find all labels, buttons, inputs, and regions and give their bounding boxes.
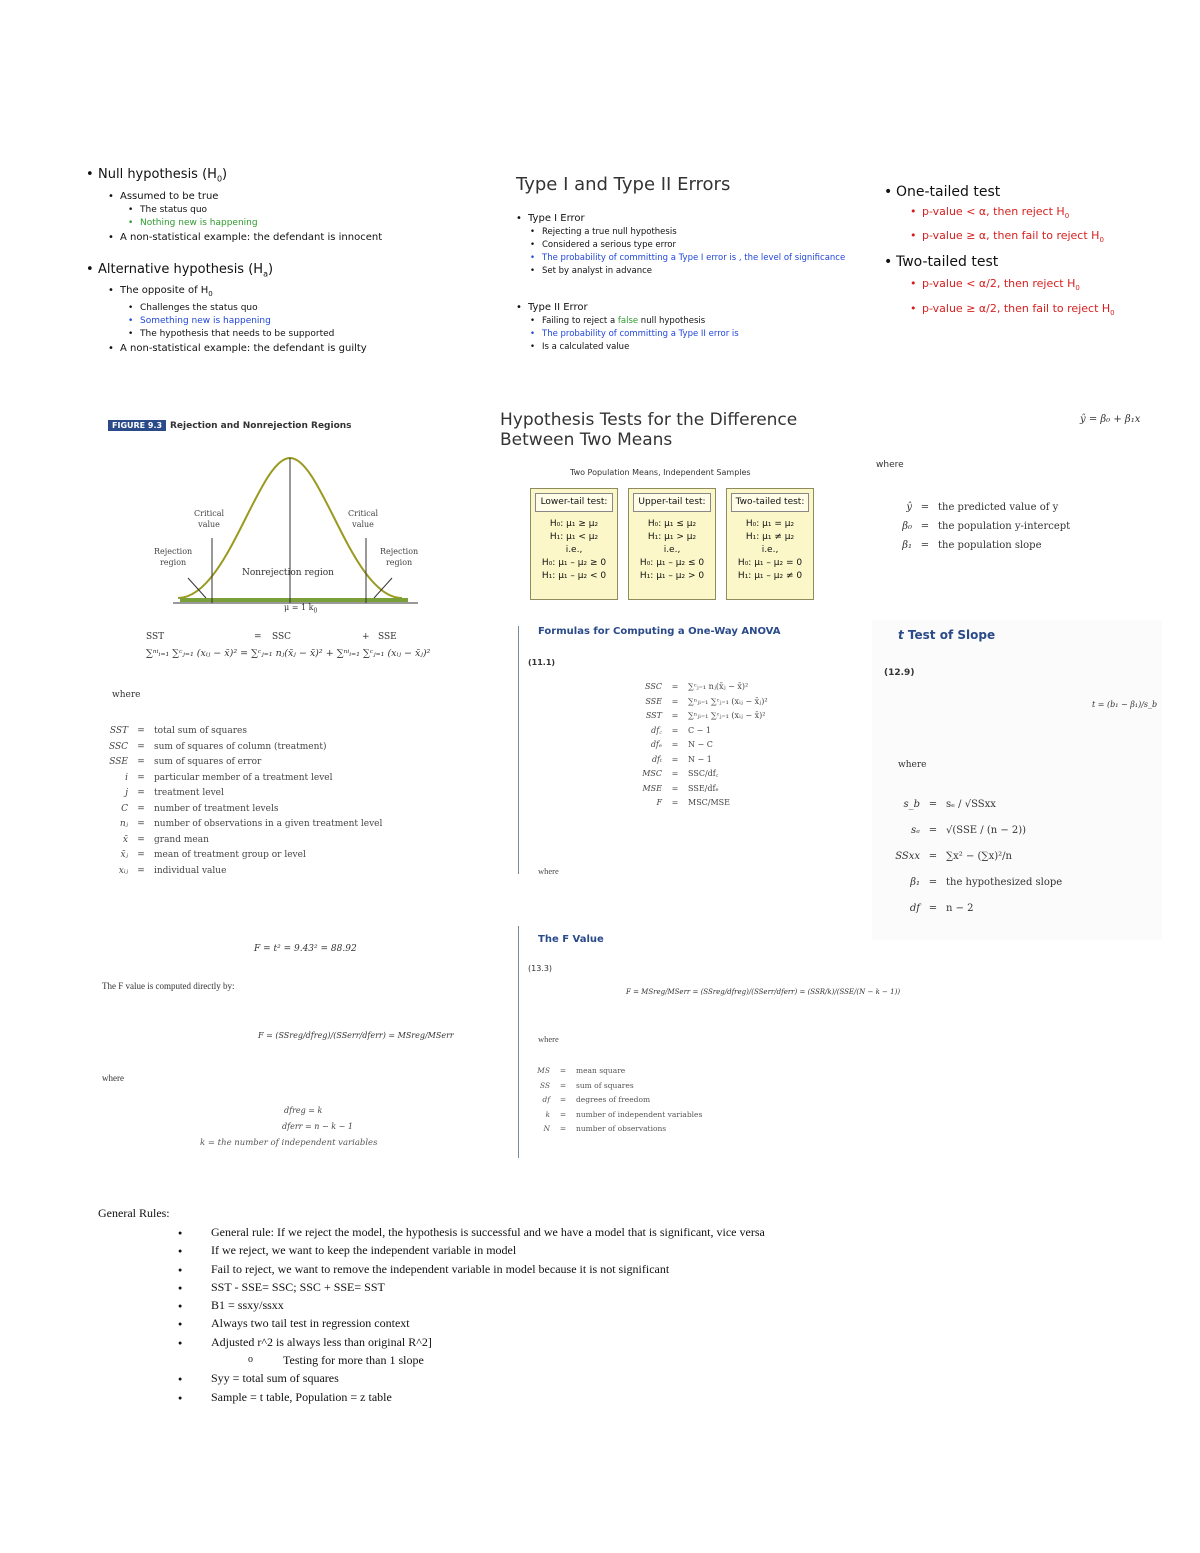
one-tailed-rule: p-value < α, then reject $H_0$ (922, 205, 1070, 221)
anova-definition-equals: = (137, 850, 145, 860)
type1-item: Set by analyst in advance (542, 266, 653, 276)
f-value-title: The F Value (538, 934, 604, 945)
anova-definition-equals: = (137, 741, 145, 752)
anova-formula-row (618, 782, 848, 797)
slope-formula-row-equals: = (928, 877, 938, 888)
alt-item: Something new is happening (140, 316, 271, 327)
f-definition-symbol: SS (539, 1080, 550, 1090)
box-line: H₁: μ₁ – μ₂ > 0 (639, 571, 705, 581)
anova-definition-text: grand mean (154, 834, 209, 845)
box-line: H₀: μ₁ – μ₂ ≤ 0 (639, 558, 705, 568)
general-rule-item: ● Adjusted r^2 is always less than original R^2] (98, 1333, 1098, 1351)
anova-section-rule (518, 626, 519, 874)
f-section-rule (518, 926, 519, 1158)
box-header: Lower-tail test: (535, 493, 613, 512)
anova-mid-rows (618, 680, 848, 811)
anova-formula-row-text: N − 1 (688, 754, 712, 764)
anova-formula-row-equals: = (671, 783, 679, 793)
two-tailed-rule: p-value ≥ α/2, then fail to reject $H_0$ (922, 301, 1115, 317)
regression-where: where (876, 460, 904, 470)
alt-item: The hypothesis that needs to be supported (140, 329, 335, 340)
anova-formula-row-text: C − 1 (688, 725, 711, 735)
anova-definition (104, 771, 454, 787)
anova-definition-symbol: nⱼ (119, 819, 128, 829)
anova-formula-row-symbol: MSE (642, 783, 662, 793)
anova-formula-row-symbol: SSE (645, 696, 662, 706)
slope-t-formula: t = (b₁ − β₁)/s_b (1092, 700, 1158, 709)
alt-item: Challenges the status quo (140, 303, 258, 314)
anova-formula-row-symbol: MSC (642, 769, 662, 778)
regression-definition-symbol: ŷ (906, 502, 912, 513)
box-line: H₁: μ₁ – μ₂ < 0 (541, 571, 607, 581)
hypothesis-box (628, 488, 716, 600)
slope-formula-row-text: √(SSE / (n − 2)) (946, 825, 1027, 836)
box-line: H₀: μ₁ = μ₂ (745, 519, 795, 529)
slope-formula-row-text: the hypothesized slope (946, 877, 1063, 888)
anova-definition-symbol: j (125, 788, 128, 798)
equals: = (254, 632, 262, 642)
box-line: H₀: μ₁ ≤ μ₂ (647, 519, 697, 529)
rejection-figure (108, 420, 438, 620)
regression-definition-equals: = (920, 540, 930, 551)
f-definition-symbol: df (542, 1095, 550, 1104)
anova-formula-row-symbol: F (656, 798, 662, 807)
box-header: Upper-tail test: (633, 493, 711, 512)
box-line: H₁: μ₁ > μ₂ (647, 532, 697, 542)
general-rule-item: ● Syy = total sum of squares (98, 1369, 1098, 1387)
anova-definition (104, 848, 454, 864)
opposite-of-h0: The opposite of $H_0$ (120, 285, 213, 299)
slope-formula-row (880, 870, 1126, 896)
slope-title: t Test of Slope (898, 628, 996, 642)
bell-curve-graphic (108, 438, 438, 620)
hypothesis-box (726, 488, 814, 600)
type1-item: Considered a serious type error (542, 240, 676, 250)
general-rule-item: ● General rule: If we reject the model, the hypothesis is successful and we have a model that is significant, vice versa (98, 1223, 1098, 1241)
anova-formula-row-symbol: SST (645, 711, 662, 720)
box-line: H₁: μ₁ ≠ μ₂ (745, 532, 795, 542)
slope-formula-row (880, 818, 1126, 844)
anova-definition-equals: = (137, 788, 145, 798)
ssc-label: SSC (272, 632, 292, 642)
hypothesis-box (530, 488, 618, 600)
anova-definition (104, 755, 454, 771)
f-definition-text: sum of squares (576, 1080, 634, 1090)
anova-formula-row-equals: = (671, 696, 679, 706)
plus: + (362, 632, 370, 642)
slope-formula-row-symbol: s_b (903, 799, 920, 810)
type1-heading: Type I Error (528, 213, 585, 224)
anova-definition-equals: = (137, 819, 145, 829)
anova-definition-equals: = (137, 726, 145, 736)
f-definition-symbol: MS (537, 1066, 550, 1075)
left-critical-label: Critical value (194, 509, 225, 529)
figure-caption: Rejection and Nonrejection Regions (170, 421, 352, 431)
f-definition-symbol: k (545, 1109, 550, 1119)
alternative-hypothesis-heading: Alternative hypothesis $(H_a)$ (98, 261, 274, 279)
regression-definition (880, 498, 1138, 517)
figure-tag: FIGURE 9.3 (108, 420, 166, 431)
where-label: where (112, 690, 141, 700)
f-definition-equals: = (559, 1095, 567, 1104)
null-example: A non-statistical example: the defendant is innocent (120, 231, 383, 243)
k-definition: k = the number of independent variables (200, 1138, 378, 1148)
alt-example: A non-statistical example: the defendant is guilty (120, 343, 367, 355)
slope-formula-row (880, 844, 1126, 870)
type1-item: The probability of committing a Type I error is , the level of significance (542, 253, 846, 263)
sse-label: SSE (378, 632, 397, 642)
anova-formula-row-symbol: SSC (645, 682, 662, 691)
anova-definition-text: sum of squares of error (154, 757, 262, 767)
slope-formula-row (880, 792, 1126, 818)
slope-formula-row-symbol: sₑ (910, 825, 920, 836)
anova-definition-symbol: x̄ (122, 834, 128, 845)
anova-formula-row (618, 680, 848, 695)
box-line: H₀: μ₁ – μ₂ ≥ 0 (541, 558, 607, 568)
general-rule-item: ● Always two tail test in regression context (98, 1314, 1098, 1332)
null-item: The status quo (140, 204, 208, 215)
slope-formula-row-equals: = (928, 903, 938, 914)
f-value-where: where (538, 1034, 559, 1044)
f-where: where (102, 1073, 124, 1083)
regression-definition-symbol: β₁ (902, 540, 912, 551)
regression-definition-text: the predicted value of y (938, 502, 1059, 513)
anova-definition (104, 833, 454, 849)
anova-definition-text: number of observations in a given treatment level (154, 819, 383, 829)
type2-heading: Type II Error (528, 302, 588, 313)
hypothesis-panel (98, 166, 478, 356)
box-line: i.e., (663, 545, 681, 555)
anova-definition-text: total sum of squares (154, 726, 247, 736)
anova-definition-equals: = (137, 757, 145, 767)
f-definition-text: number of independent variables (576, 1109, 703, 1119)
one-tailed-heading: One-tailed test (896, 184, 1001, 200)
errors-title: Type I and Type II Errors (516, 174, 731, 195)
right-critical-label: Critical value (348, 509, 379, 529)
sst-decomposition (146, 632, 496, 659)
anova-formula-row (618, 724, 848, 739)
f-definition-text: mean square (576, 1066, 626, 1075)
sst-formula: ∑ⁿⁱᵢ₌₁ ∑ᶜⱼ₌₁ (xᵢⱼ − x̄)² = ∑ᶜⱼ₌₁ nⱼ(x̄ⱼ − x̄)² + ∑ⁿⁱᵢ₌₁ ∑ᶜⱼ₌₁ (xᵢⱼ − x̄ⱼ)² (146, 648, 431, 659)
anova-definition-equals: = (137, 865, 145, 876)
two-means-subtitle: Two Population Means, Independent Samples (570, 468, 751, 477)
right-rejection-label: Rejection region (380, 547, 419, 567)
slope-number: (12.9) (884, 668, 915, 678)
anova-formula-row (618, 695, 848, 710)
f-ratio-formula: F = (SSreg/dfreg)/(SSerr/dferr) = MSreg/MSerr (258, 1031, 454, 1040)
regression-definition-symbol: β₀ (902, 521, 912, 532)
anova-formula-row (618, 767, 848, 782)
anova-definition (104, 740, 454, 756)
regression-defs (880, 498, 1138, 555)
anova-formula-row (618, 753, 848, 768)
sst-label: SST (146, 632, 165, 642)
f-definition (524, 1122, 776, 1137)
general-rule-item: ● Sample = t table, Population = z table (98, 1388, 1098, 1406)
anova-definition-symbol: x̄ⱼ (120, 850, 128, 860)
anova-definition (104, 864, 454, 880)
type1-item: Rejecting a true null hypothesis (542, 227, 677, 237)
anova-formula-row-symbol: df꜀ (651, 725, 662, 735)
general-rules-list (98, 1223, 1098, 1406)
anova-definition-equals: = (137, 803, 145, 814)
slope-where: where (898, 760, 927, 770)
f-equation: F = t² = 9.43² = 88.92 (254, 944, 357, 954)
f-definition-equals: = (559, 1066, 567, 1075)
anova-definition-text: treatment level (154, 788, 224, 798)
f-computed-text: The F value is computed directly by: (102, 981, 235, 991)
anova-definition-text: particular member of a treatment level (154, 772, 333, 783)
regression-definition-equals: = (920, 502, 930, 513)
df-err: dferr = n − k − 1 (282, 1122, 353, 1131)
anova-formula-row-text: N − C (688, 740, 713, 749)
regression-definition-text: the population y-intercept (938, 521, 1071, 532)
anova-formula-row-text: SSE/dfₑ (688, 783, 719, 793)
anova-formula-row-equals: = (671, 769, 679, 778)
anova-definition-symbol: i (125, 772, 128, 783)
f-value-defs (524, 1064, 776, 1137)
anova-formula-row-equals: = (671, 754, 679, 764)
two-tailed-heading: Two-tailed test (896, 254, 999, 271)
general-rule-item: ● B1 = ssxy/ssxx (98, 1296, 1098, 1314)
slope-formula-row-equals: = (928, 851, 938, 862)
f-value-formula: F = MSreg/MSerr = (SSreg/dfreg)/(SSerr/dferr) = (SSR/k)/(SSE/(N − k − 1)) (626, 988, 901, 996)
anova-formula-row (618, 709, 848, 724)
two-means-title: Hypothesis Tests for the Difference Between Two Means (500, 410, 798, 450)
general-rule-item: ● Fail to reject, we want to remove the independent variable in model because it is not significant (98, 1260, 1098, 1278)
anova-definition (104, 802, 454, 818)
anova-definition-symbol: xᵢⱼ (118, 865, 128, 876)
two-tailed-rule: p-value < α/2, then reject $H_0$ (922, 277, 1080, 293)
f-definition (524, 1108, 776, 1123)
anova-formula-row-equals: = (671, 711, 679, 720)
anova-definition-text: individual value (154, 865, 227, 876)
anova-formula-row-text: ∑ᶜⱼ₌₁ nⱼ(x̄ⱼ − x̄)² (688, 682, 749, 691)
anova-definition-symbol: SSE (109, 757, 128, 767)
slope-formula-row-symbol: β₁ (910, 877, 920, 888)
anova-formula-row (618, 738, 848, 753)
f-definition (524, 1079, 776, 1094)
anova-formula-row-equals: = (671, 798, 679, 807)
anova-formula-row-symbol: dfₑ (650, 740, 662, 749)
f-definition-text: number of observations (576, 1124, 667, 1133)
slope-formula-row-text: sₑ / √SSxx (946, 799, 996, 810)
slope-formula-row (880, 896, 1126, 922)
anova-definition (104, 786, 454, 802)
anova-formula-row-equals: = (671, 725, 679, 735)
f-definition-text: degrees of freedom (576, 1095, 651, 1104)
df-reg: dfreg = k (284, 1106, 323, 1115)
regression-definition-equals: = (920, 521, 930, 532)
anova-definition (104, 724, 454, 740)
errors-panel (516, 174, 876, 354)
type2-item: Failing to reject a false null hypothesis (542, 316, 706, 326)
general-rule-subitem: o Testing for more than 1 slope (98, 1351, 1098, 1369)
null-hypothesis-heading: Null hypothesis $(H_0)$ (98, 167, 228, 184)
anova-formula-row-equals: = (671, 740, 679, 749)
anova-definition-equals: = (137, 834, 145, 845)
f-definition-equals: = (559, 1124, 567, 1133)
nonrejection-label: Nonrejection region (242, 568, 334, 578)
type2-item: Is a calculated value (542, 342, 630, 352)
anova-definition-symbol: SST (109, 726, 128, 736)
regression-definition (880, 517, 1138, 536)
slope-formula-row-text: ∑x² − (∑x)²/n (946, 851, 1012, 862)
anova-formula-row-equals: = (671, 682, 679, 691)
f-definition-equals: = (559, 1109, 567, 1119)
assumed-true: Assumed to be true (120, 190, 219, 202)
null-item: Nothing new is happening (140, 217, 258, 228)
left-rejection-label: Rejection region (154, 547, 193, 567)
anova-definition-equals: = (137, 772, 145, 783)
box-line: H₁: μ₁ – μ₂ ≠ 0 (737, 571, 803, 581)
anova-formula-row-text: ∑ⁿⱼᵢ₌₁ ∑ᶜⱼ₌₁ (xᵢⱼ − x̄ⱼ)² (688, 696, 768, 706)
regression-definition (880, 536, 1138, 555)
type2-item: The probability of committing a Type II error is (542, 329, 739, 339)
slope-formula-row-equals: = (928, 825, 938, 836)
anova-definition-symbol: C (121, 803, 128, 814)
anova-formula-row (618, 796, 848, 811)
mu-label: μ = 1 $k_0$ (284, 603, 318, 615)
slope-formula-row-text: n − 2 (946, 903, 974, 914)
one-tailed-rule: p-value ≥ α, then fail to reject $H_0$ (922, 229, 1104, 245)
f-definition (524, 1093, 776, 1108)
f-definition-equals: = (559, 1080, 567, 1090)
f-definition-symbol: N (543, 1124, 550, 1133)
slope-rows (880, 792, 1126, 922)
anova-mid-number: (11.1) (528, 658, 556, 667)
anova-mid-title: Formulas for Computing a One-Way ANOVA (538, 626, 781, 637)
slope-formula-row-equals: = (928, 799, 938, 810)
anova-definition-text: number of treatment levels (154, 803, 279, 814)
anova-definition-text: sum of squares of column (treatment) (154, 741, 327, 752)
slope-formula-row-symbol: SSxx (895, 851, 920, 862)
box-header: Two-tailed test: (731, 493, 809, 512)
regression-definition-text: the population slope (938, 540, 1042, 551)
general-rules-heading: General Rules: (98, 1206, 170, 1220)
regression-equation: ŷ = β₀ + β₁x (1080, 414, 1141, 425)
box-line: i.e., (565, 545, 583, 555)
general-rule-item: ● SST - SSE= SSC; SSC + SSE= SST (98, 1278, 1098, 1296)
anova-formula-row-text: MSC/MSE (688, 798, 730, 807)
anova-formula-row-text: ∑ⁿⱼᵢ₌₁ ∑ᶜⱼ₌₁ (xᵢⱼ − x̄)² (688, 711, 766, 720)
tails-panel (896, 182, 1156, 323)
f-value-number: (13.3) (528, 964, 553, 973)
anova-definitions (104, 724, 454, 879)
general-rule-item: ● If we reject, we want to keep the independent variable in model (98, 1241, 1098, 1259)
anova-formula-row-text: SSC/df꜀ (688, 769, 719, 778)
box-line: H₀: μ₁ – μ₂ = 0 (737, 558, 803, 568)
anova-definition-symbol: SSC (108, 741, 128, 752)
box-line: H₀: μ₁ ≥ μ₂ (549, 519, 599, 529)
slope-formula-row-symbol: df (909, 903, 920, 914)
f-definition (524, 1064, 776, 1079)
anova-definition-text: mean of treatment group or level (154, 850, 306, 860)
anova-mid-where: where (538, 866, 559, 876)
anova-definition (104, 817, 454, 833)
anova-formula-row-symbol: dfₜ (651, 754, 662, 764)
box-line: H₁: μ₁ < μ₂ (549, 532, 599, 542)
box-line: i.e., (761, 545, 779, 555)
